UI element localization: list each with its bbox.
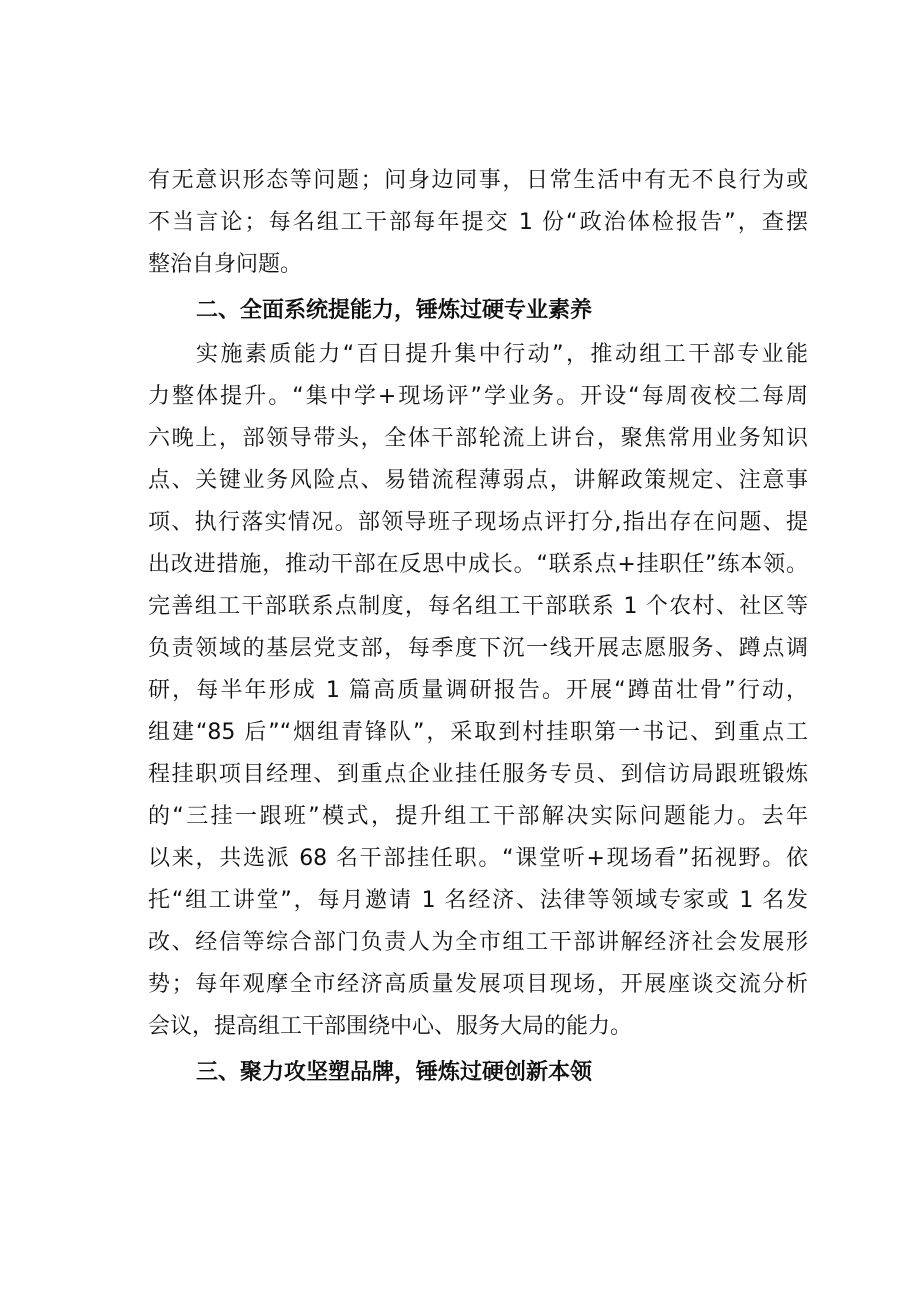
- paragraph-line: 有无意识形态等问题；问身边同事，日常生活中有无不良行为或: [148, 168, 808, 193]
- paragraph-line: 点、关键业务风险点、易错流程薄弱点，讲解政策规定、注意事: [148, 468, 808, 493]
- paragraph-line: 的“三挂一跟班”模式，提升组工干部解决实际问题能力。去年: [148, 804, 808, 829]
- paragraph-line: 会议，提高组工干部围绕中心、服务大局的能力。: [148, 1014, 633, 1039]
- paragraph-line: 以来，共选派 68 名干部挂任职。“课堂听+现场看”拓视野。依: [148, 846, 808, 871]
- paragraph-line: 力整体提升。“集中学+现场评”学业务。开设“每周夜校二每周: [148, 384, 808, 409]
- paragraph-line: 六晚上，部领导带头，全体干部轮流上讲台，聚焦常用业务知识: [148, 426, 808, 451]
- paragraph-line: 托“组工讲堂”，每月邀请 1 名经济、法律等领域专家或 1 名发: [148, 888, 808, 913]
- paragraph-line: 完善组工干部联系点制度，每名组工干部联系 1 个农村、社区等: [148, 594, 808, 619]
- paragraph-line: 程挂职项目经理、到重点企业挂任服务专员、到信访局跟班锻炼: [148, 762, 808, 787]
- section-heading-2: 二、全面系统提能力，锤炼过硬专业素养: [196, 298, 593, 323]
- paragraph-line: 势；每年观摩全市经济高质量发展项目现场，开展座谈交流分析: [148, 972, 808, 997]
- paragraph-line: 不当言论；每名组工干部每年提交 1 份“政治体检报告”，查摆: [148, 210, 808, 235]
- paragraph-line: 实施素质能力“百日提升集中行动”，推动组工干部专业能: [196, 342, 808, 367]
- section-heading-3: 三、聚力攻坚塑品牌，锤炼过硬创新本领: [196, 1060, 593, 1085]
- paragraph-line: 组建“85 后”“烟组青锋队”，采取到村挂职第一书记、到重点工: [148, 720, 808, 745]
- paragraph-line: 改、经信等综合部门负责人为全市组工干部讲解经济社会发展形: [148, 930, 808, 955]
- paragraph-line: 出改进措施，推动干部在反思中成长。“联系点+挂职任”练本领。: [148, 552, 808, 577]
- paragraph-line: 研，每半年形成 1 篇高质量调研报告。开展“蹲苗壮骨”行动，: [148, 678, 808, 703]
- paragraph-line: 项、执行落实情况。部领导班子现场点评打分,指出存在问题、提: [148, 510, 808, 535]
- paragraph-line: 负责领域的基层党支部，每季度下沉一线开展志愿服务、蹲点调: [148, 636, 808, 661]
- paragraph-line: 整治自身问题。: [148, 252, 303, 277]
